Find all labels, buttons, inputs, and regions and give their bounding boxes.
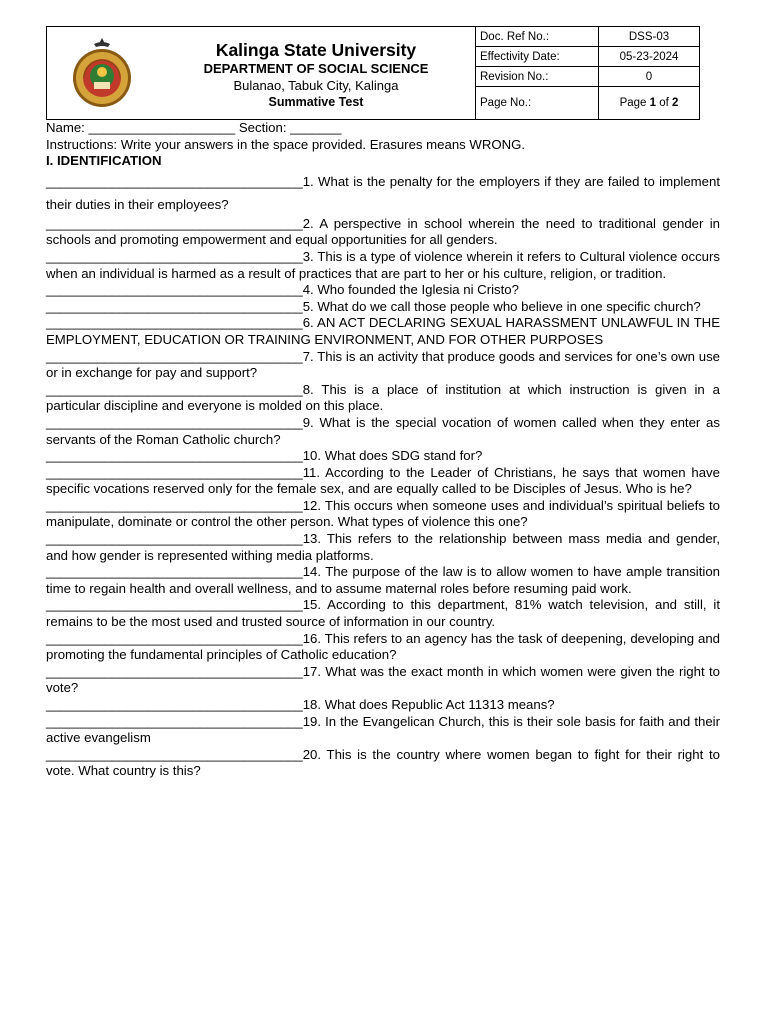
question-item [46, 415, 720, 448]
question-text: 17. What was the exact month in which women were given the right to vote? [46, 663, 720, 696]
revision-value: 0 [645, 70, 653, 83]
question-text: 5. What do we call those people who believe in one specific church? [302, 298, 701, 314]
answer-blank[interactable]: ___________________________________ [46, 597, 303, 613]
question-item [46, 448, 720, 465]
question-item [46, 631, 720, 664]
answer-blank[interactable]: ___________________________________ [46, 215, 303, 231]
question-text: 15. According to this department, 81% watch television, and still, it remains to be the most used and trusted source of information in our country. [46, 597, 720, 630]
question-item [46, 349, 720, 382]
question-text: 1. What is the penalty for the employers if they are failed to implement their duties in their employees? [46, 173, 720, 212]
meta-row-page [476, 87, 699, 119]
answer-blank[interactable]: ___________________________________ [46, 564, 303, 580]
question-text: 4. Who founded the Iglesia ni Cristo? [302, 282, 519, 298]
answer-blank[interactable]: ___________________________________ [46, 348, 303, 364]
question-item [46, 382, 720, 415]
question-item [46, 697, 720, 714]
answer-blank[interactable]: ___________________________________ [46, 381, 303, 397]
answer-blank[interactable]: ___________________________________ [46, 713, 303, 729]
question-text: 7. This is an activity that produce goods and services for one’s own use or in exchange for pay and support? [46, 348, 720, 381]
answer-blank[interactable]: ___________________________________ [46, 697, 303, 712]
answer-blank[interactable]: ___________________________________ [46, 173, 303, 189]
page-label: Page No.: [476, 87, 599, 119]
answer-blank[interactable]: ___________________________________ [46, 746, 303, 762]
question-text: 2. A perspective in school wherein the need to traditional gender in schools and promoting empowerment and equal opportunities for all genders. [46, 215, 720, 248]
question-text: 6. AN ACT DECLARING SEXUAL HARASSMENT UNLAWFUL IN THE EMPLOYMENT, EDUCATION OR TRAINING ENVIRONMENT, AND FOR OTHER PURPOSES [46, 315, 720, 347]
question-text: 9. What is the special vocation of women called when they enter as servants of the Roman Catholic church? [46, 414, 720, 447]
effectivity-value: 05-23-2024 [619, 50, 679, 63]
question-item [46, 498, 720, 531]
doc-ref-label: Doc. Ref No.: [476, 27, 599, 46]
question-item [46, 170, 720, 216]
question-text: 18. What does Republic Act 11313 means? [302, 697, 555, 712]
page-of: of [659, 97, 669, 109]
instructions: Instructions: Write your answers in the space provided. Erasures means WRONG. [46, 136, 526, 152]
question-item [46, 531, 720, 564]
question-text: 20. This is the country where women began to fight for their right to vote. What country is this? [46, 746, 720, 779]
effectivity-label: Effectivity Date: [476, 47, 599, 66]
question-item [46, 747, 720, 780]
university-logo [47, 27, 157, 119]
question-item [46, 564, 720, 597]
question-item [46, 465, 720, 498]
document-meta-table [475, 27, 699, 119]
meta-row-effectivity [476, 47, 699, 67]
answer-blank[interactable]: ___________________________________ [46, 414, 303, 430]
seal-icon [70, 36, 134, 110]
question-text: 19. In the Evangelican Church, this is their sole basis for faith and their active evangelism [46, 713, 720, 746]
question-list [46, 170, 720, 780]
question-text: 12. This occurs when someone uses and individual’s spiritual beliefs to manipulate, dominate or control the other person. What types of violence this one? [46, 497, 720, 530]
answer-blank[interactable]: ___________________________________ [46, 464, 303, 480]
university-address: Bulanao, Tabuk City, Kalinga [233, 78, 399, 93]
question-text: 10. What does SDG stand for? [302, 448, 483, 464]
answer-blank[interactable]: ___________________________________ [46, 497, 303, 513]
question-text: 11. According to the Leader of Christians, he says that women have specific vocations reserved only for the female sex, and are equally called to be Disciples of Jesus. Who is he? [46, 464, 720, 497]
department-name: DEPARTMENT OF SOCIAL SCIENCE [203, 61, 429, 76]
page-current: 1 [649, 97, 657, 109]
question-text: 8. This is a place of institution at which instruction is given in a particular discipline and everyone is molded on this place. [46, 381, 720, 414]
question-item [46, 249, 720, 282]
answer-blank[interactable]: ___________________________________ [46, 298, 303, 314]
page-total: 2 [672, 97, 679, 109]
question-item [46, 299, 720, 316]
question-text: 13. This refers to the relationship between mass media and gender, and how gender is represented withing media platforms. [46, 531, 720, 563]
title-block [157, 27, 475, 119]
meta-row-revision [476, 67, 699, 87]
question-item [46, 714, 720, 747]
doc-ref-value: DSS-03 [628, 30, 670, 43]
test-type: Summative Test [268, 95, 364, 109]
page-value [599, 87, 699, 119]
revision-label: Revision No.: [476, 67, 599, 86]
answer-blank[interactable]: ___________________________________ [46, 315, 303, 331]
answer-blank[interactable]: ___________________________________ [46, 248, 303, 264]
document-page [46, 26, 720, 780]
question-item [46, 315, 720, 348]
question-item [46, 282, 720, 299]
answer-blank[interactable]: ___________________________________ [46, 282, 303, 298]
answer-blank[interactable]: ___________________________________ [46, 448, 303, 464]
university-name: Kalinga State University [215, 40, 417, 60]
answer-blank[interactable]: ___________________________________ [46, 663, 303, 679]
document-header [46, 26, 700, 120]
question-text: 16. This refers to an agency has the task of deepening, developing and promoting the fundamental principles of Catholic education? [46, 630, 720, 663]
answer-blank[interactable]: ___________________________________ [46, 531, 303, 547]
section-title: I. IDENTIFICATION [46, 153, 162, 169]
page-word: Page [619, 97, 647, 109]
question-text: 3. This is a type of violence wherein it refers to Cultural violence occurs when an individual is harmed as a result of practices that are part to her or his culture, religion, or tradition. [46, 248, 720, 281]
question-text: 14. The purpose of the law is to allow women to have ample transition time to regain health and overall wellness, and to assume maternal roles before resuming paid work. [46, 564, 720, 596]
question-item [46, 597, 720, 630]
question-item [46, 216, 720, 249]
meta-row-doc-ref [476, 27, 699, 47]
name-section-line: Name: ____________________ Section: _______ [46, 120, 342, 135]
question-item [46, 664, 720, 697]
answer-blank[interactable]: ___________________________________ [46, 630, 303, 646]
